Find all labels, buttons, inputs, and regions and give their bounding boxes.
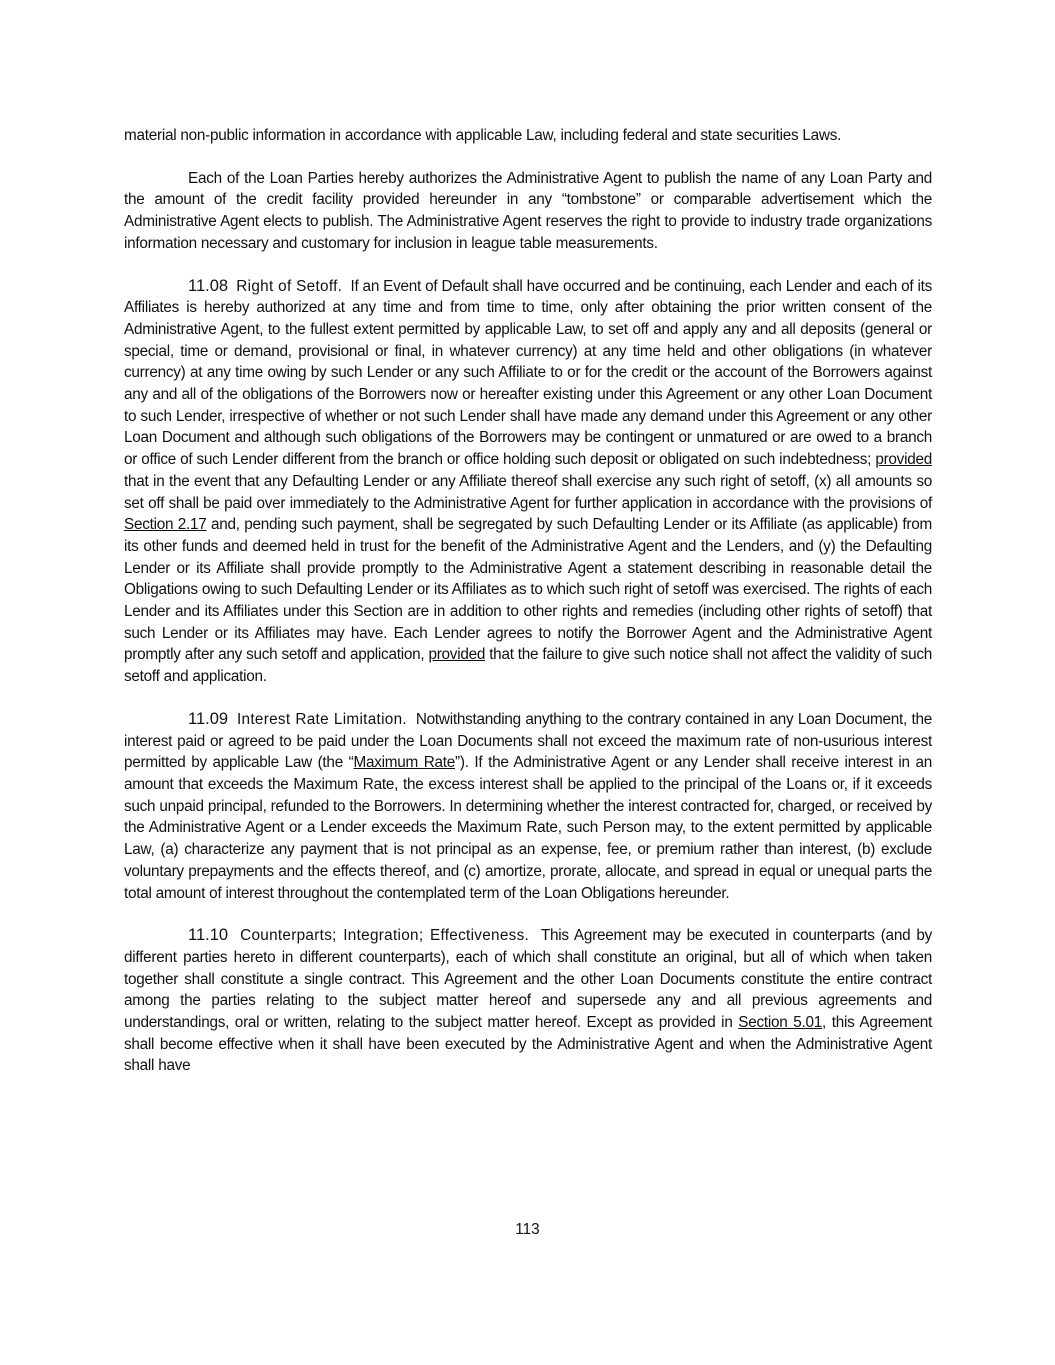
section-title: Interest Rate Limitation. [236,710,407,728]
paragraph-text: material non-public information in accordance with applicable Law, including federal and state securities Laws. [124,127,842,144]
section-5-01-reference: Section 5.01 [738,1014,823,1032]
section-text: ”). If the Administrative Agent or any Lender shall receive interest in an amount that exceeds the Maximum Rate, the excess interest shall be applied to the principal of the Loans or, if it exceeds such unpaid principal, refunded to the Borrowers. In determining whether the interest contracted for, charged, or received by the Administrative Agent or a Lender exceeds the Maximum Rate, such Person may, to the extent permitted by applicable Law, (a) characterize any payment that is not principal as an expense, fee, or premium rather than interest, (b) exclude voluntary prepayments and the effects thereof, and (c) amortize, prorate, allocate, and spread in equal or unequal parts the total amount of interest throughout the contemplated term of the Loan Obligations hereunder. [124,754,932,902]
section-text: , this Agreement shall become effective when it shall have been executed by the Administrative Agent and when the Administrative Agent shall have [124,1014,932,1075]
section-title: Right of Setoff. [236,277,343,295]
section-2-17-reference: Section 2.17 [124,516,207,534]
paragraph-continuation [124,125,932,147]
section-text: This Agreement may be executed in counterparts (and by different parties hereto in different counterparts), each of which shall constitute an original, but all of which when taken together shall constitute a single contract. This Agreement and the other Loan Documents constitute the entire contract among the parties relating to the subject matter hereof and supersede any and all previous agreements and understandings, oral or written, relating to the subject matter hereof. Except as provided in [124,927,932,1032]
section-number: 11.09 [188,709,229,728]
section-title: Counterparts; Integration; Effectiveness. [240,927,530,945]
section-text: If an Event of Default shall have occurred and be continuing, each Lender and each of its Affiliates is hereby authorized at any time and from time to time, only after obtaining the prior written consent of the Administrative Agent, to the fullest extent permitted by applicable Law, to set off and apply any and all deposits (general or special, time or demand, provisional or final, in whatever currency) at any time held and other obligations (in whatever currency) at any time owing by such Lender or any such Affiliate to or for the credit or the account of the Borrowers against any and all of the obligations of the Borrowers now or hereafter existing under this Agreement or any other Loan Document to such Lender, irrespective of whether or not such Lender shall have made any demand under this Agreement or any other Loan Document and although such obligations of the Borrowers may be contingent or unmatured or are owed to a branch or office of such Lender different from the branch or office holding such deposit or obligated on such indebtedness; [124,277,933,469]
document-page [124,125,932,1098]
provided-term: provided [875,451,932,469]
section-11-09 [124,709,932,904]
maximum-rate-term: Maximum Rate [353,754,456,772]
section-text: that in the event that any Defaulting Lender or any Affiliate thereof shall exercise any such right of setoff, (x) all amounts so set off shall be paid over immediately to the Administrative Agent for further application in accordance with the provisions of [124,472,932,512]
section-11-10 [124,925,932,1077]
section-text: Notwithstanding anything to the contrary contained in any Loan Document, the interest paid or agreed to be paid under the Loan Documents shall not exceed the maximum rate of non-usurious interest permitted by applicable Law (the “ [124,710,932,772]
section-text: that the failure to give such notice shall not affect the validity of such setoff and application. [124,646,932,686]
section-number: 11.08 [188,276,229,295]
paragraph-tombstone [124,168,932,255]
page-number: 113 [515,1221,540,1238]
provided-term: provided [428,646,486,664]
section-text: and, pending such payment, shall be segregated by such Defaulting Lender or its Affiliate (as applicable) from its other funds and deemed held in trust for the benefit of the Administrative Agent and the Lenders, and (y) the Defaulting Lender or its Affiliate shall provide promptly to the Administrative Agent a statement describing in reasonable detail the Obligations owing to such Defaulting Lender or its Affiliates as to which such right of setoff was exercised. The rights of each Lender and its Affiliates under this Section are in addition to other rights and remedies (including other rights of setoff) that such Lender or its Affiliates may have. Each Lender agrees to notify the Borrower Agent and the Administrative Agent promptly after any such setoff and application, [124,516,933,664]
paragraph-text: Each of the Loan Parties hereby authorizes the Administrative Agent to publish the name of any Loan Party and the amount of the credit facility provided hereunder in any “tombstone” or comparable advertisement which the Administrative Agent elects to publish. The Administrative Agent reserves the right to provide to industry trade organizations information necessary and customary for inclusion in league table measurements. [124,169,932,252]
section-number: 11.10 [188,926,229,945]
section-11-08 [124,276,932,688]
